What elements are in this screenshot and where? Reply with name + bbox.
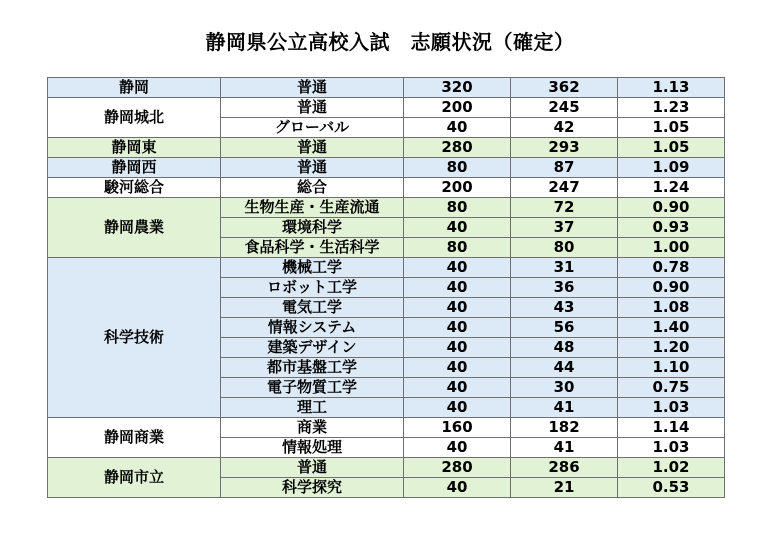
applicants-cell: 43 <box>511 298 618 318</box>
course-cell: 機械工学 <box>221 258 404 278</box>
course-cell: 理工 <box>221 398 404 418</box>
table-row <box>48 98 725 118</box>
capacity-cell: 200 <box>404 178 511 198</box>
ratio-cell: 1.02 <box>618 458 725 478</box>
capacity-cell: 280 <box>404 458 511 478</box>
ratio-cell: 1.24 <box>618 178 725 198</box>
applicants-cell: 56 <box>511 318 618 338</box>
ratio-cell: 1.05 <box>618 118 725 138</box>
table-row <box>48 198 725 218</box>
applicants-cell: 41 <box>511 398 618 418</box>
course-cell: 科学探究 <box>221 478 404 498</box>
ratio-cell: 1.03 <box>618 438 725 458</box>
applicants-cell: 293 <box>511 138 618 158</box>
school-cell: 静岡西 <box>48 158 221 178</box>
ratio-cell: 0.90 <box>618 278 725 298</box>
school-cell: 静岡 <box>48 78 221 98</box>
course-cell: 環境科学 <box>221 218 404 238</box>
school-cell: 科学技術 <box>48 258 221 418</box>
applicants-cell: 182 <box>511 418 618 438</box>
capacity-cell: 40 <box>404 218 511 238</box>
ratio-cell: 1.05 <box>618 138 725 158</box>
applicants-cell: 286 <box>511 458 618 478</box>
capacity-cell: 40 <box>404 338 511 358</box>
capacity-cell: 40 <box>404 378 511 398</box>
ratio-cell: 0.78 <box>618 258 725 278</box>
applicants-cell: 30 <box>511 378 618 398</box>
course-cell: 普通 <box>221 138 404 158</box>
capacity-cell: 40 <box>404 278 511 298</box>
table-row <box>48 158 725 178</box>
table-body <box>48 78 725 498</box>
ratio-cell: 1.03 <box>618 398 725 418</box>
course-cell: 生物生産・生産流通 <box>221 198 404 218</box>
applications-table <box>47 77 725 498</box>
course-cell: 普通 <box>221 78 404 98</box>
page-title: 静岡県公立高校入試 志願状況（確定） <box>205 30 575 54</box>
school-cell: 静岡農業 <box>48 198 221 258</box>
ratio-cell: 1.20 <box>618 338 725 358</box>
course-cell: 都市基盤工学 <box>221 358 404 378</box>
applicants-cell: 21 <box>511 478 618 498</box>
school-cell: 駿河総合 <box>48 178 221 198</box>
course-cell: 情報システム <box>221 318 404 338</box>
course-cell: ロボット工学 <box>221 278 404 298</box>
applicants-cell: 362 <box>511 78 618 98</box>
applicants-cell: 247 <box>511 178 618 198</box>
course-cell: 電気工学 <box>221 298 404 318</box>
ratio-cell: 1.10 <box>618 358 725 378</box>
applicants-cell: 245 <box>511 98 618 118</box>
school-cell: 静岡市立 <box>48 458 221 498</box>
capacity-cell: 80 <box>404 198 511 218</box>
applicants-cell: 41 <box>511 438 618 458</box>
applicants-cell: 87 <box>511 158 618 178</box>
ratio-cell: 1.40 <box>618 318 725 338</box>
table-row <box>48 418 725 438</box>
table-row <box>48 78 725 98</box>
capacity-cell: 200 <box>404 98 511 118</box>
course-cell: 普通 <box>221 458 404 478</box>
capacity-cell: 80 <box>404 238 511 258</box>
ratio-cell: 0.75 <box>618 378 725 398</box>
ratio-cell: 1.09 <box>618 158 725 178</box>
capacity-cell: 320 <box>404 78 511 98</box>
table-row <box>48 258 725 278</box>
ratio-cell: 1.00 <box>618 238 725 258</box>
course-cell: 総合 <box>221 178 404 198</box>
table-row <box>48 138 725 158</box>
applicants-cell: 31 <box>511 258 618 278</box>
course-cell: 普通 <box>221 98 404 118</box>
applicants-cell: 72 <box>511 198 618 218</box>
ratio-cell: 1.14 <box>618 418 725 438</box>
ratio-cell: 1.13 <box>618 78 725 98</box>
school-cell: 静岡商業 <box>48 418 221 458</box>
applicants-cell: 44 <box>511 358 618 378</box>
capacity-cell: 280 <box>404 138 511 158</box>
capacity-cell: 40 <box>404 298 511 318</box>
ratio-cell: 1.23 <box>618 98 725 118</box>
ratio-cell: 0.90 <box>618 198 725 218</box>
applicants-cell: 80 <box>511 238 618 258</box>
ratio-cell: 0.93 <box>618 218 725 238</box>
course-cell: 電子物質工学 <box>221 378 404 398</box>
table-row <box>48 178 725 198</box>
capacity-cell: 80 <box>404 158 511 178</box>
capacity-cell: 40 <box>404 358 511 378</box>
applicants-cell: 42 <box>511 118 618 138</box>
capacity-cell: 40 <box>404 258 511 278</box>
applicants-cell: 48 <box>511 338 618 358</box>
school-cell: 静岡東 <box>48 138 221 158</box>
course-cell: 普通 <box>221 158 404 178</box>
capacity-cell: 40 <box>404 438 511 458</box>
capacity-cell: 40 <box>404 118 511 138</box>
ratio-cell: 1.08 <box>618 298 725 318</box>
course-cell: 商業 <box>221 418 404 438</box>
capacity-cell: 40 <box>404 398 511 418</box>
course-cell: グローバル <box>221 118 404 138</box>
school-cell: 静岡城北 <box>48 98 221 138</box>
capacity-cell: 40 <box>404 478 511 498</box>
course-cell: 食品科学・生活科学 <box>221 238 404 258</box>
course-cell: 情報処理 <box>221 438 404 458</box>
applicants-cell: 36 <box>511 278 618 298</box>
capacity-cell: 160 <box>404 418 511 438</box>
ratio-cell: 0.53 <box>618 478 725 498</box>
capacity-cell: 40 <box>404 318 511 338</box>
table-row <box>48 458 725 478</box>
course-cell: 建築デザイン <box>221 338 404 358</box>
applicants-cell: 37 <box>511 218 618 238</box>
